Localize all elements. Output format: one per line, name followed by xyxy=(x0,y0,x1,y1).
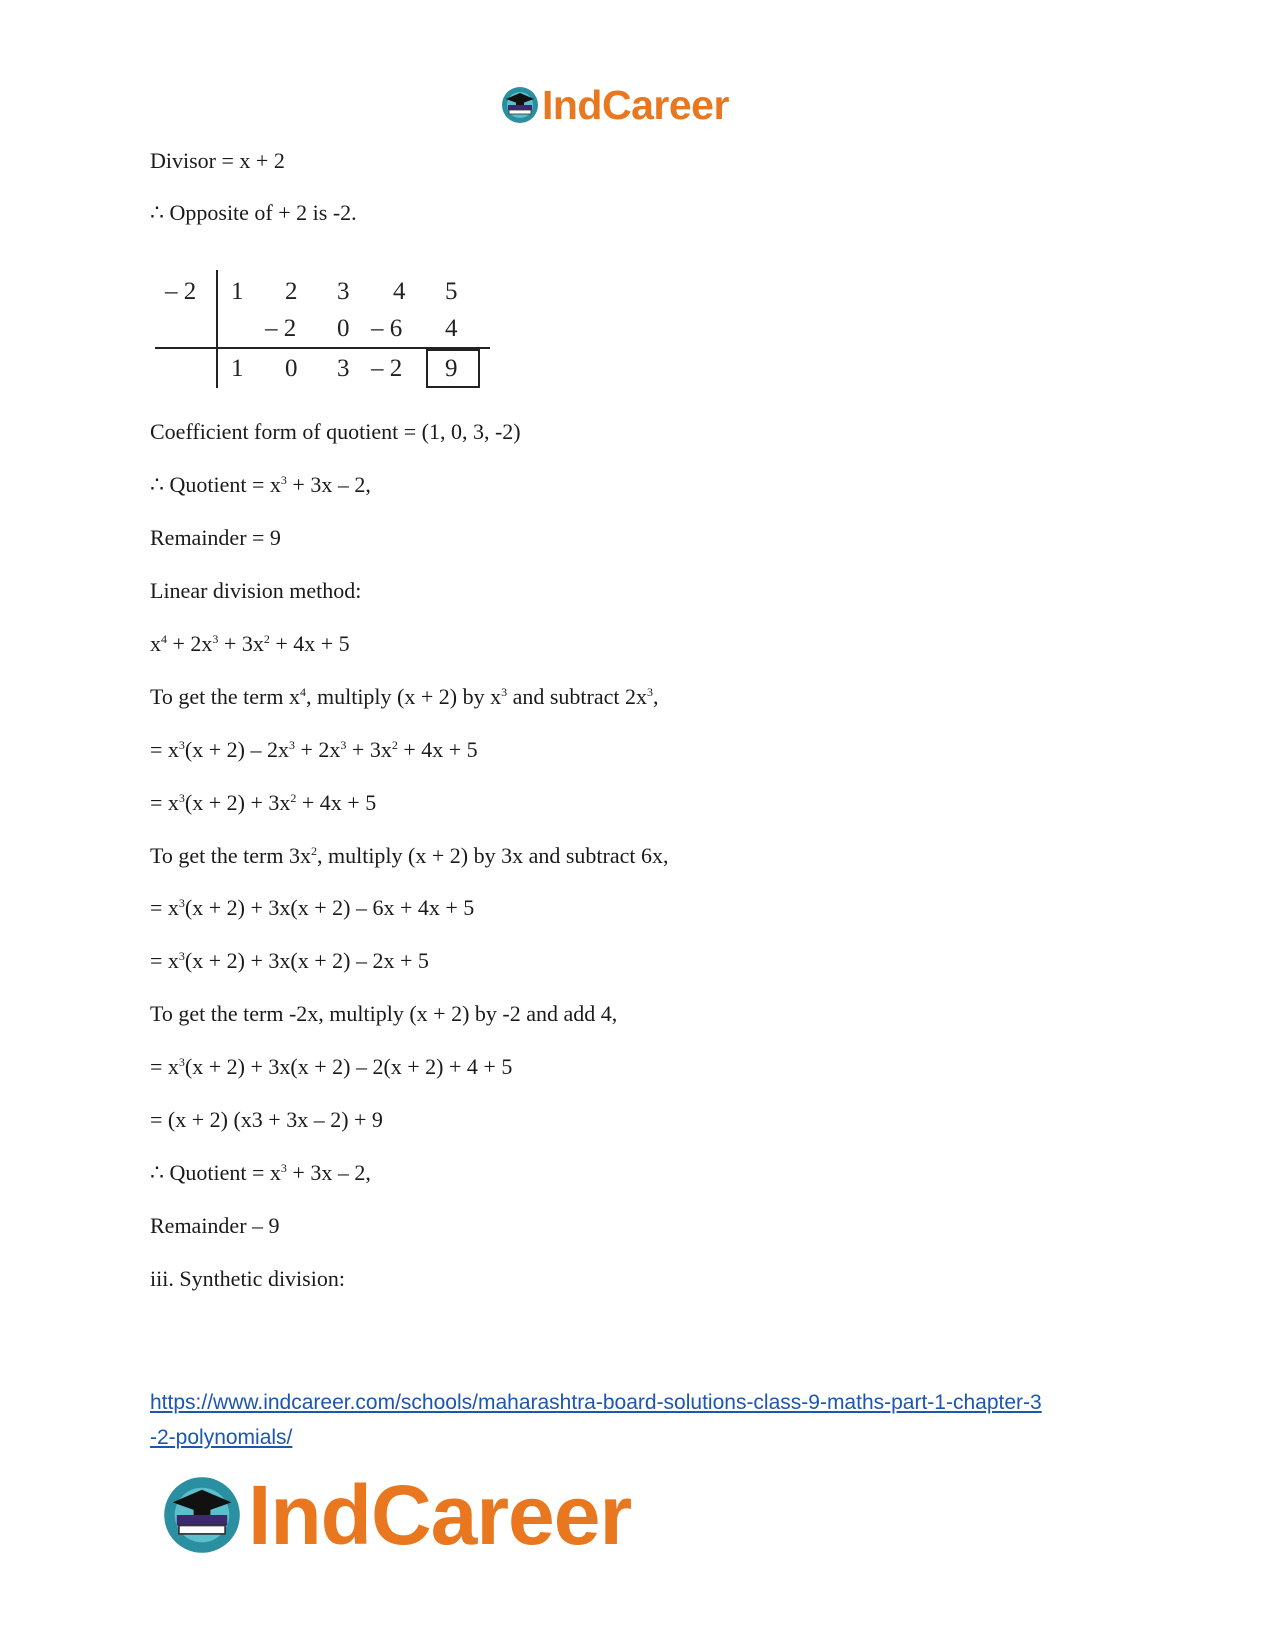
text-line: $x^4 + 2x^3 + 3x^2 + 4x + 5$ xyxy=(150,631,350,656)
row1-cell: 4 xyxy=(393,278,406,305)
row3-cell: – 2 xyxy=(371,355,403,382)
text-line: = $x^3(x + 2) + 3x(x + 2) - 2(x + 2) + 4 + 5$ xyxy=(150,1054,513,1079)
text-line: = $x^3(x + 2) + 3x(x + 2) - 2x + 5$ xyxy=(150,948,429,973)
text-line: = $x^3(x + 2) + 3x(x + 2) - 6x + 4x + 5$ xyxy=(150,895,475,920)
indcareer-logo-top xyxy=(500,82,729,128)
text-line: Remainder – 9 xyxy=(150,1213,280,1238)
text-line: To get the term $x^4$, multiply (x + 2) by $x^3$ and subtract $2x^3$, xyxy=(150,684,659,709)
row2-cell: 4 xyxy=(445,315,458,342)
text-line: = (x + 2) (x3 + 3x – 2) + 9 xyxy=(150,1107,383,1132)
text-line: Linear division method: xyxy=(150,578,362,603)
source-link[interactable] xyxy=(150,1385,1150,1455)
text-line: Divisor = x + 2 xyxy=(150,148,285,173)
text-line: ∴ Quotient = $x^3 + 3x - 2$, xyxy=(150,472,371,497)
text-line: To get the term $3x^2$, multiply (x + 2) by 3x and subtract 6x, xyxy=(150,843,669,868)
text-line: ∴ Quotient = $x^3 + 3x - 2$, xyxy=(150,1160,371,1185)
text-line: Coefficient form of quotient = (1, 0, 3, -2) xyxy=(150,419,521,444)
remainder-cell: 9 xyxy=(445,355,458,382)
synthetic-division-table xyxy=(155,270,495,400)
row1-cell: 3 xyxy=(337,278,350,305)
row2-cell: – 2 xyxy=(265,315,297,342)
row2-cell: – 6 xyxy=(371,315,403,342)
graduation-cap-books-icon xyxy=(160,1473,244,1557)
text-line: Remainder = 9 xyxy=(150,525,281,550)
row3-cell: 3 xyxy=(337,355,350,382)
row3-cell: 1 xyxy=(231,355,244,382)
text-line: = $x^3(x + 2) + 3x^2 + 4x + 5$ xyxy=(150,790,377,815)
row1-cell: 1 xyxy=(231,278,244,305)
divisor-value: – 2 xyxy=(165,278,197,305)
text-line: = $x^3(x + 2) - 2x^3 + 2x^3 + 3x^2 + 4x + 5$ xyxy=(150,737,478,762)
brand-name: IndCareer xyxy=(542,81,729,128)
brand-name: IndCareer xyxy=(248,1467,632,1562)
row2-cell: 0 xyxy=(337,315,350,342)
graduation-cap-books-icon xyxy=(500,85,540,125)
text-line: ∴ Opposite of + 2 is -2. xyxy=(150,200,357,225)
indcareer-logo-bottom xyxy=(160,1467,632,1562)
row1-cell: 5 xyxy=(445,278,458,305)
source-link-line2[interactable]: -2-polynomials/ xyxy=(150,1426,293,1449)
source-link-line1[interactable]: https://www.indcareer.com/schools/maharashtra-board-solutions-class-9-maths-part-1-chapter-3 xyxy=(150,1391,1042,1414)
text-line: iii. Synthetic division: xyxy=(150,1266,345,1291)
row1-cell: 2 xyxy=(285,278,298,305)
row3-cell: 0 xyxy=(285,355,298,382)
text-line: To get the term -2x, multiply (x + 2) by -2 and add 4, xyxy=(150,1001,618,1026)
